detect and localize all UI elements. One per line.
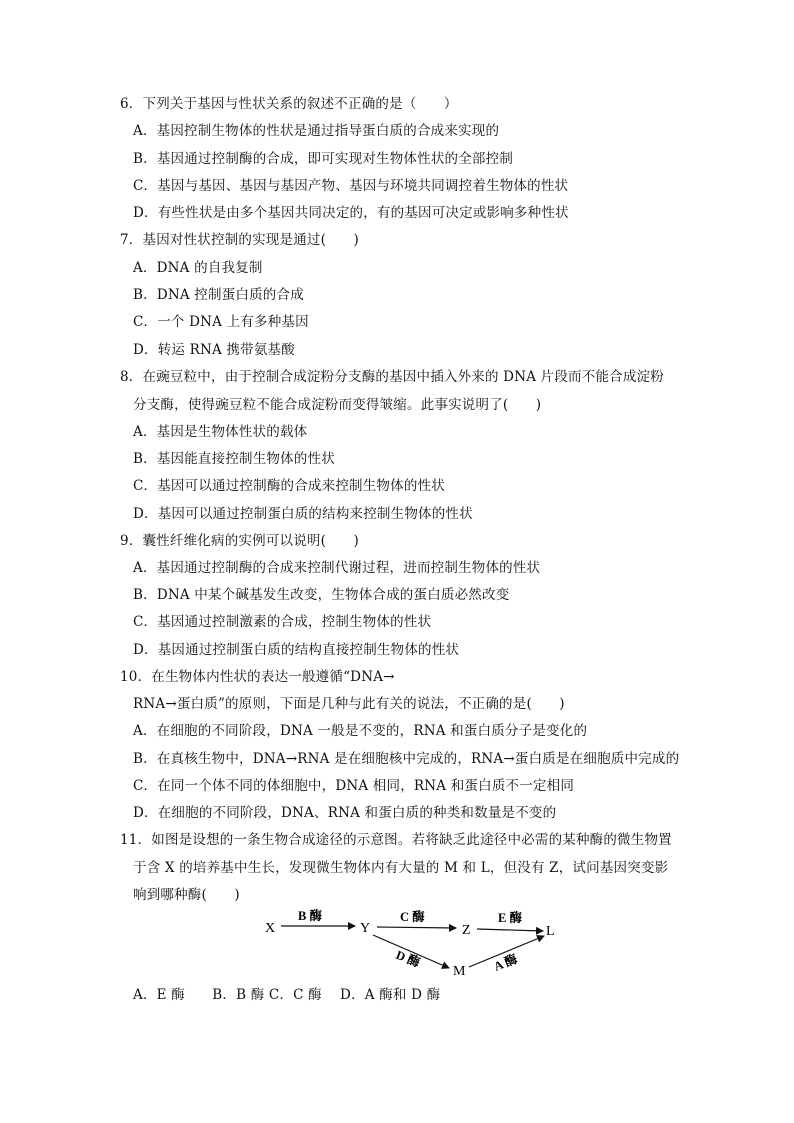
question-10-stem-line-1: 10．在生物体内性状的表达一般遵循“DNA→ [120, 669, 395, 685]
node-x: X [265, 921, 276, 936]
question-8-option-b: B．基因能直接控制生物体的性状 [133, 451, 335, 467]
question-9-option-c: C．基因通过控制激素的合成，控制生物体的性状 [133, 614, 432, 630]
node-m: M [453, 964, 466, 979]
label-e-enzyme: E 酶 [498, 911, 522, 925]
question-10-option-c: C．在同一个体不同的体细胞中，DNA 相同，RNA 和蛋白质不一定相同 [133, 778, 575, 794]
node-y: Y [360, 921, 371, 936]
question-11-stem-line-2: 于含 X 的培养基中生长，发现微生物体内有大量的 M 和 L，但没有 Z，试问基因突变影 [133, 860, 669, 876]
pathway-diagram [255, 905, 575, 985]
question-10-option-d: D．在细胞的不同阶段，DNA、RNA 和蛋白质的种类和数量是不变的 [133, 805, 557, 821]
question-8-option-c: C．基因可以通过控制酶的合成来控制生物体的性状 [133, 478, 445, 494]
question-11-stem-line-3: 响到哪种酶( ) [133, 887, 240, 903]
label-d-enzyme: D 酶 [393, 947, 422, 971]
question-6-option-a: A．基因控制生物体的性状是通过指导蛋白质的合成来实现的 [133, 123, 500, 139]
arrow-y-to-z [377, 927, 456, 928]
question-8-option-a: A．基因是生物体性状的载体 [133, 424, 308, 440]
label-a-enzyme: A 酶 [491, 951, 520, 974]
question-11-stem-line-1: 11．如图是设想的一条生物合成途径的示意图。若将缺乏此途径中必需的某种酶的微生物置 [120, 832, 672, 848]
node-z: Z [462, 923, 471, 938]
question-6-option-d: D．有些性状是由多个基因共同决定的，有的基因可决定或影响多种性状 [133, 205, 569, 221]
question-11-options: A．E 酶 B．B 酶 C．C 酶 D．A 酶和 D 酶 [133, 987, 441, 1003]
question-9-option-a: A．基因通过控制酶的合成来控制代谢过程，进而控制生物体的性状 [133, 560, 541, 576]
question-9-option-b: B．DNA 中某个碱基发生改变，生物体合成的蛋白质必然改变 [133, 587, 510, 603]
question-6-option-c: C．基因与基因、基因与基因产物、基因与环境共同调控着生物体的性状 [133, 178, 569, 194]
question-7-option-a: A．DNA 的自我复制 [133, 260, 263, 276]
question-6-option-b: B．基因通过控制酶的合成，即可实现对生物体性状的全部控制 [133, 151, 514, 167]
question-8-stem-line-1: 8．在豌豆粒中，由于控制合成淀粉分支酶的基因中插入外来的 DNA 片段而不能合成淀粉 [120, 369, 664, 385]
question-7-option-d: D．转运 RNA 携带氨基酸 [133, 342, 295, 358]
question-8-stem-line-2: 分支酶，使得豌豆粒不能合成淀粉而变得皱缩。此事实说明了( ) [133, 397, 542, 413]
label-b-enzyme: B 酶 [298, 909, 322, 923]
question-7-option-b: B．DNA 控制蛋白质的合成 [133, 287, 304, 303]
question-9-stem: 9．囊性纤维化病的实例可以说明( ) [120, 533, 359, 549]
node-l: L [546, 924, 555, 939]
question-8-option-d: D．基因可以通过控制蛋白质的结构来控制生物体的性状 [133, 506, 473, 522]
question-9-option-d: D．基因通过控制蛋白质的结构直接控制生物体的性状 [133, 642, 460, 658]
question-10-option-b: B．在真核生物中，DNA→RNA 是在细胞核中完成的，RNA→蛋白质是在细胞质中完成的 [133, 751, 680, 767]
label-c-enzyme: C 酶 [400, 910, 425, 924]
arrow-z-to-l [477, 929, 543, 931]
question-6-stem: 6．下列关于基因与性状关系的叙述不正确的是（ ） [120, 96, 458, 112]
question-10-stem-line-2: RNA→蛋白质”的原则，下面是几种与此有关的说法，不正确的是( ) [133, 696, 565, 712]
question-10-option-a: A．在细胞的不同阶段，DNA 一般是不变的，RNA 和蛋白质分子是变化的 [133, 723, 588, 739]
question-7-option-c: C．一个 DNA 上有多种基因 [133, 314, 309, 330]
question-7-stem: 7．基因对性状控制的实现是通过( ) [120, 232, 359, 248]
